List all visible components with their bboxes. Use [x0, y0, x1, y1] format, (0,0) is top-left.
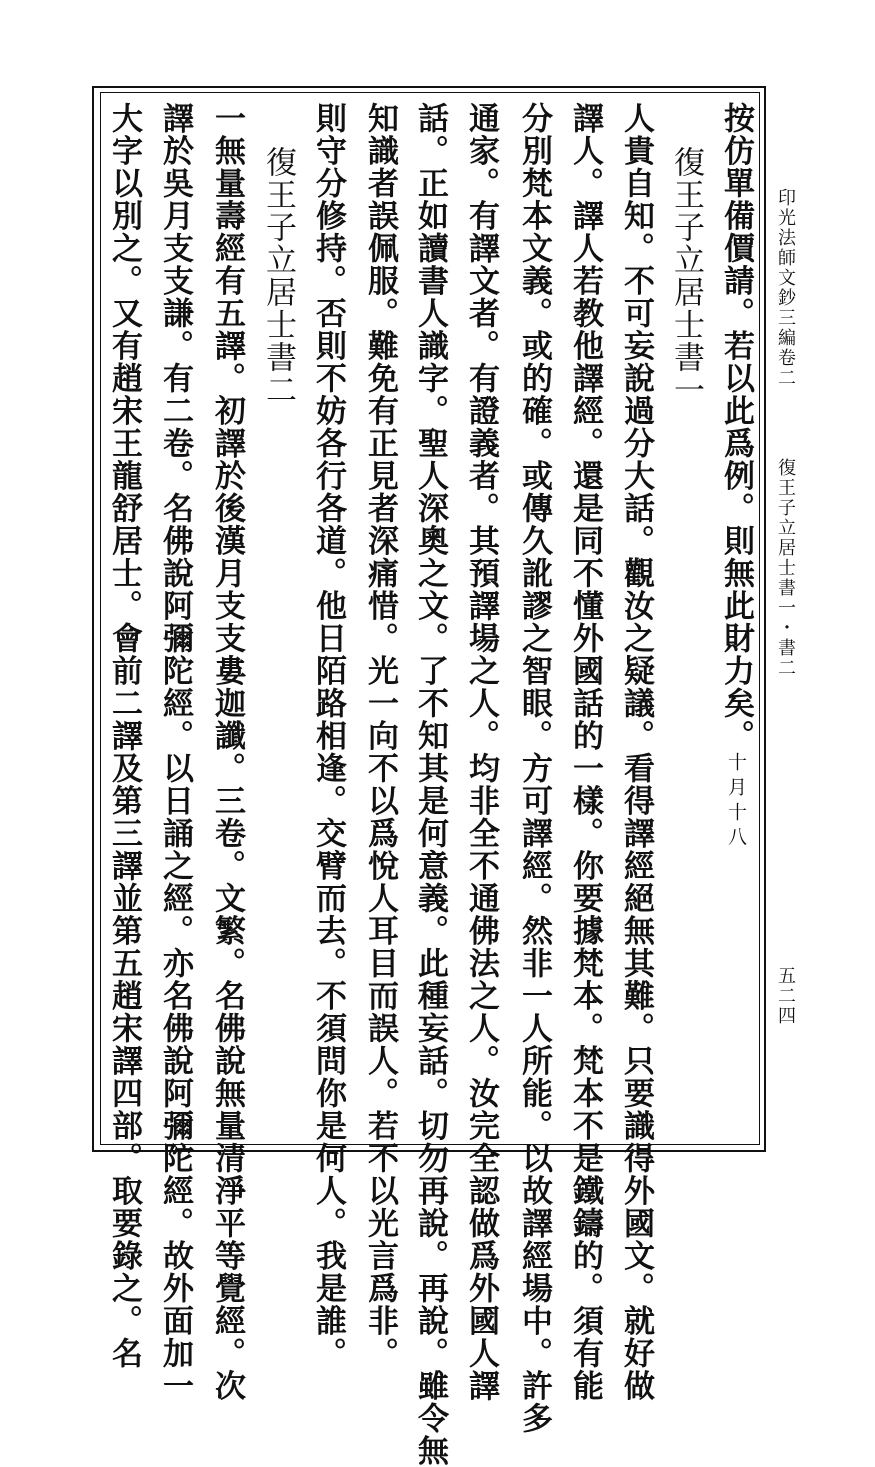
text-column-8: 知識者誤佩服。難免有正見者深痛惜。光一向不以爲悅人耳目而誤人。若不以光言爲非。	[362, 102, 398, 1370]
text-column-5: 分別梵本文義。或的確。或傳久訛謬之智眼。方可譯經。然非一人所能。以故譯經場中。許多	[516, 102, 552, 1435]
text-column-11: 一無量壽經有五譯。初譯於後漢月支支婁迦讖。三卷。文繁。名佛說無量清淨平等覺經。次	[209, 102, 245, 1402]
book-title: 印光法師文鈔三編卷二	[775, 188, 796, 388]
text-column-13: 大字以別之。又有趙宋王龍舒居士。會前二譯及第三譯並第五趙宋譯四部。取要錄之。名	[106, 102, 142, 1370]
text-column-1: 按仿單備價請。若以此爲例。則無此財力矣。十月十八	[718, 102, 754, 852]
letter-heading-2: 復王子立居士書二	[260, 146, 296, 406]
text-column-4: 譯人。譯人若教他譯經。還是同不懂外國話的一樣。你要據梵本。梵本不是鐵鑄的。須有能	[567, 102, 603, 1402]
letter-heading-1: 復王子立居士書一	[668, 146, 704, 406]
section-title: 復王子立居士書一・書二	[775, 458, 796, 678]
text-column-3: 人貴自知。不可妄說過分大話。觀汝之疑議。看得譯經絕無其難。只要識得外國文。就好做	[618, 102, 654, 1402]
text-column-12: 譯於吳月支支謙。有二卷。名佛說阿彌陀經。以日誦之經。亦名佛說阿彌陀經。故外面加一	[157, 102, 193, 1402]
page-number: 五二四	[775, 966, 796, 1026]
text-column-9: 則守分修持。否則不妨各行各道。他日陌路相逢。交臂而去。不須問你是何人。我是誰。	[310, 102, 346, 1370]
text-column-6: 通家。有譯文者。有證義者。其預譯場之人。均非全不通佛法之人。汝完全認做爲外國人譯	[463, 102, 499, 1402]
date-note: 十月十八	[725, 752, 747, 852]
text-column-7: 話。正如讀書人識字。聖人深奧之文。了不知其是何意義。此種妄話。切勿再說。再說。雖令無	[412, 102, 448, 1467]
